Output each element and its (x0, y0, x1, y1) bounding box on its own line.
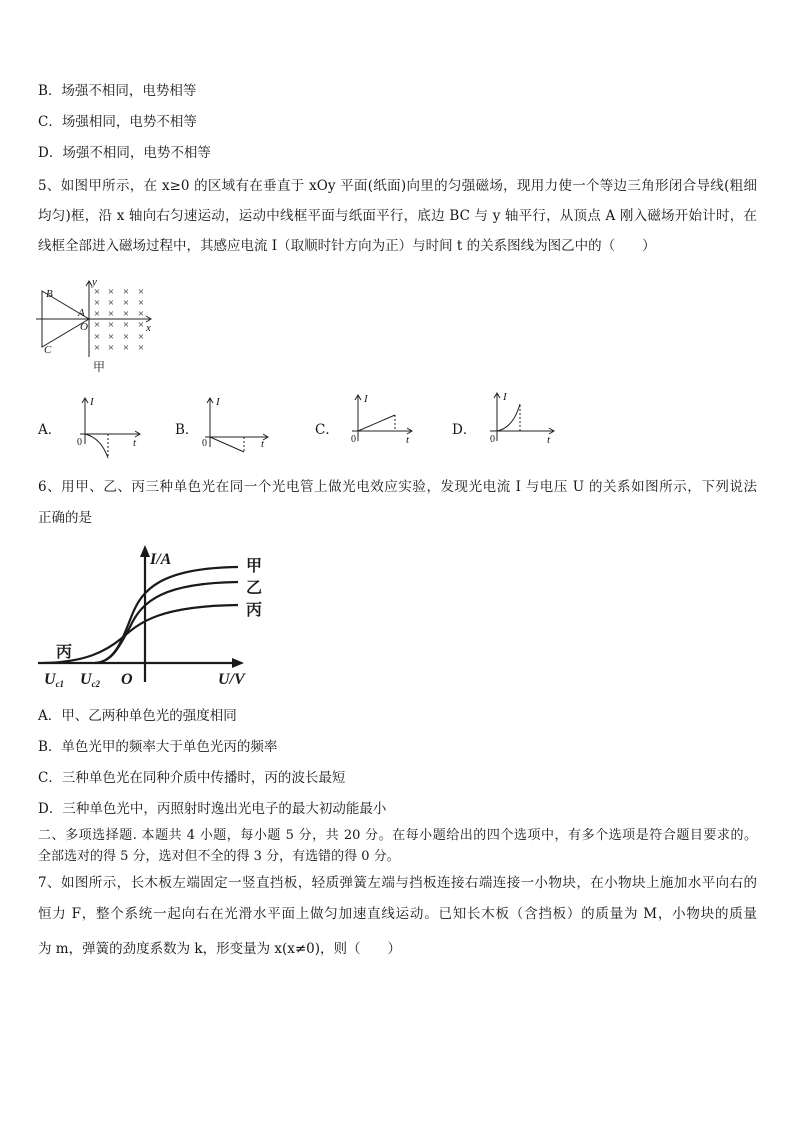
field-cross-mark: × (93, 342, 101, 354)
choice-c-i-axis-arrow (355, 395, 361, 400)
curve-jia (95, 567, 238, 663)
choice-a-curve (85, 434, 108, 458)
choice-b-t-label: t (261, 438, 265, 450)
vertex-b-label: B (46, 288, 53, 300)
current-axis-arrow (140, 545, 150, 557)
q6-option-b: B．单色光甲的频率大于单色光丙的频率 (38, 739, 278, 755)
choice-b-t-axis-arrow (263, 434, 268, 440)
field-cross-mark: × (137, 319, 145, 331)
field-cross-mark: × (107, 297, 115, 309)
choice-b-i-label: I (216, 396, 220, 408)
field-cross-mark: × (107, 308, 115, 320)
figure-jia (36, 276, 151, 374)
photoelectric-iv-figure (38, 545, 262, 689)
uc1-label (44, 671, 64, 689)
choice-a-i-label: I (90, 396, 94, 408)
q4-option-c: C．场强相同，电势不相等 (38, 114, 197, 130)
q5-choice-c-label: C． (315, 422, 339, 438)
q5-choice-b-label: B． (175, 422, 199, 438)
field-cross-mark: × (122, 308, 130, 320)
q5-choice-d-label: D． (452, 422, 477, 438)
choice-a-t-label: t (133, 437, 137, 449)
field-cross-mark: × (107, 319, 115, 331)
field-cross-mark: × (93, 308, 101, 320)
q6-stem-line-2: 正确的是 (38, 510, 92, 526)
choice-c-origin: 0 (351, 434, 356, 445)
voltage-axis-arrow (232, 658, 244, 668)
field-cross-mark: × (122, 297, 130, 309)
choice-d-i-axis-arrow (494, 393, 500, 398)
q6-stem-line-1: 6、用甲、乙、丙三种单色光在同一个光电管上做光电效应实验，发现光电流 I 与电压 U 的关系如图所示，下列说法 (38, 479, 757, 495)
section2-instructions-line-2: 全部选对的得 5 分，选对但不全的得 3 分，有选错的得 0 分。 (38, 849, 400, 864)
q6-option-d: D．三种单色光中，丙照射时逸出光电子的最大初动能最小 (38, 801, 387, 817)
field-cross-mark: × (122, 286, 130, 298)
choice-a-origin: 0 (77, 437, 82, 448)
choice-b-line (210, 437, 244, 452)
x-axis-arrow (146, 316, 151, 322)
q5-choice-a-label: A． (38, 422, 62, 438)
field-cross-mark: × (93, 319, 101, 331)
curve-bing-label: 丙 (246, 602, 263, 619)
field-cross-mark: × (107, 286, 115, 298)
choice-d-i-label: I (503, 391, 507, 403)
current-axis-label: I/A (150, 551, 172, 568)
field-cross-mark: × (137, 331, 145, 343)
choice-d-t-label: t (547, 434, 551, 446)
origin-o-label: O (80, 321, 88, 333)
choice-d-graph (490, 391, 554, 446)
field-cross-mark: × (137, 342, 145, 354)
field-cross-mark: × (137, 308, 145, 320)
choice-c-t-axis-arrow (407, 428, 412, 434)
uc1-subscript: c1 (55, 679, 65, 689)
curve-yi (95, 582, 238, 663)
uc2-subscript: c2 (91, 679, 101, 689)
choice-a-i-axis-arrow (82, 398, 88, 403)
q6-option-c: C．三种单色光在同种介质中传播时，丙的波长最短 (38, 770, 346, 786)
uc2-label (80, 671, 101, 689)
q7-stem-line-3: 为 m，弹簧的劲度系数为 k，形变量为 x(x≠0)，则（ ） (38, 941, 402, 957)
choice-c-graph (351, 393, 412, 446)
choice-d-origin: 0 (490, 434, 495, 445)
choice-c-line (358, 415, 395, 431)
curve-yi-label: 乙 (246, 580, 263, 597)
q5-stem-line-3: 线框全部进入磁场过程中，其感应电流 I（取顺时针方向为正）与时间 t 的关系图线为图乙中的（ ） (38, 238, 656, 254)
choice-c-i-label: I (364, 393, 368, 405)
field-cross-mark: × (137, 286, 145, 298)
magnetic-field-marks (94, 286, 144, 354)
choice-b-i-axis-arrow (207, 398, 213, 403)
q7-stem-line-2: 恒力 F，整个系统一起向右在光滑水平面上做匀加速直线运动。已知长木板（含挡板）的质量为 M，小物块的质量 (38, 906, 757, 922)
q4-option-b: B．场强不相同，电势相等 (38, 83, 197, 99)
stopping-voltage-bing-label: 丙 (56, 644, 73, 661)
choice-b-origin: 0 (202, 438, 207, 449)
field-cross-mark: × (122, 342, 130, 354)
uc2-main: U (80, 671, 92, 688)
y-axis-arrow (86, 281, 92, 286)
field-cross-mark: × (107, 342, 115, 354)
q5-stem-line-2: 均匀)框，沿 x 轴向右匀速运动，运动中线框平面与纸面平行，底边 BC 与 y 轴平行，从顶点 A 刚入磁场开始计时，在 (38, 208, 757, 224)
q6-option-a: A．甲、乙两种单色光的强度相同 (38, 708, 237, 724)
y-axis-label: y (92, 276, 97, 288)
field-cross-mark: × (93, 331, 101, 343)
figure-jia-caption: 甲 (93, 360, 106, 374)
field-cross-mark: × (122, 331, 130, 343)
field-cross-mark: × (93, 297, 101, 309)
vertex-a-label: A (78, 307, 85, 319)
field-cross-mark: × (107, 331, 115, 343)
choice-a-graph (77, 396, 140, 458)
field-cross-mark: × (93, 286, 101, 298)
field-cross-mark: × (137, 297, 145, 309)
curve-jia-label: 甲 (246, 558, 263, 575)
vertex-c-label: C (44, 344, 52, 356)
x-axis-label: x (146, 322, 151, 334)
q4-option-d: D．场强不相同，电势不相等 (38, 145, 211, 161)
choice-d-t-axis-arrow (549, 428, 554, 434)
section2-instructions-line-1: 二、多项选择题. 本题共 4 小题，每小题 5 分，共 20 分。在每小题给出的四个选项中，有多个选项是符合题目要求的。 (38, 828, 757, 843)
triangle-wire-frame (42, 291, 89, 347)
choice-c-t-label: t (406, 434, 410, 446)
choice-d-curve (497, 404, 520, 431)
uc1-main: U (44, 671, 56, 688)
choice-b-graph (202, 396, 268, 452)
q7-stem-line-1: 7、如图所示，长木板左端固定一竖直挡板，轻质弹簧左端与挡板连接右端连接一小物块，在小物块上施加水平向右的 (38, 875, 757, 891)
voltage-axis-label: U/V (218, 671, 245, 688)
origin-label: O (121, 671, 133, 688)
choice-a-t-axis-arrow (135, 431, 140, 437)
field-cross-mark: × (122, 319, 130, 331)
curve-bing (44, 605, 238, 663)
q5-stem-line-1: 5、如图甲所示，在 x≥0 的区域有在垂直于 xOy 平面(纸面)向里的匀强磁场，现用力使一个等边三角形闭合导线(粗细 (38, 178, 757, 194)
